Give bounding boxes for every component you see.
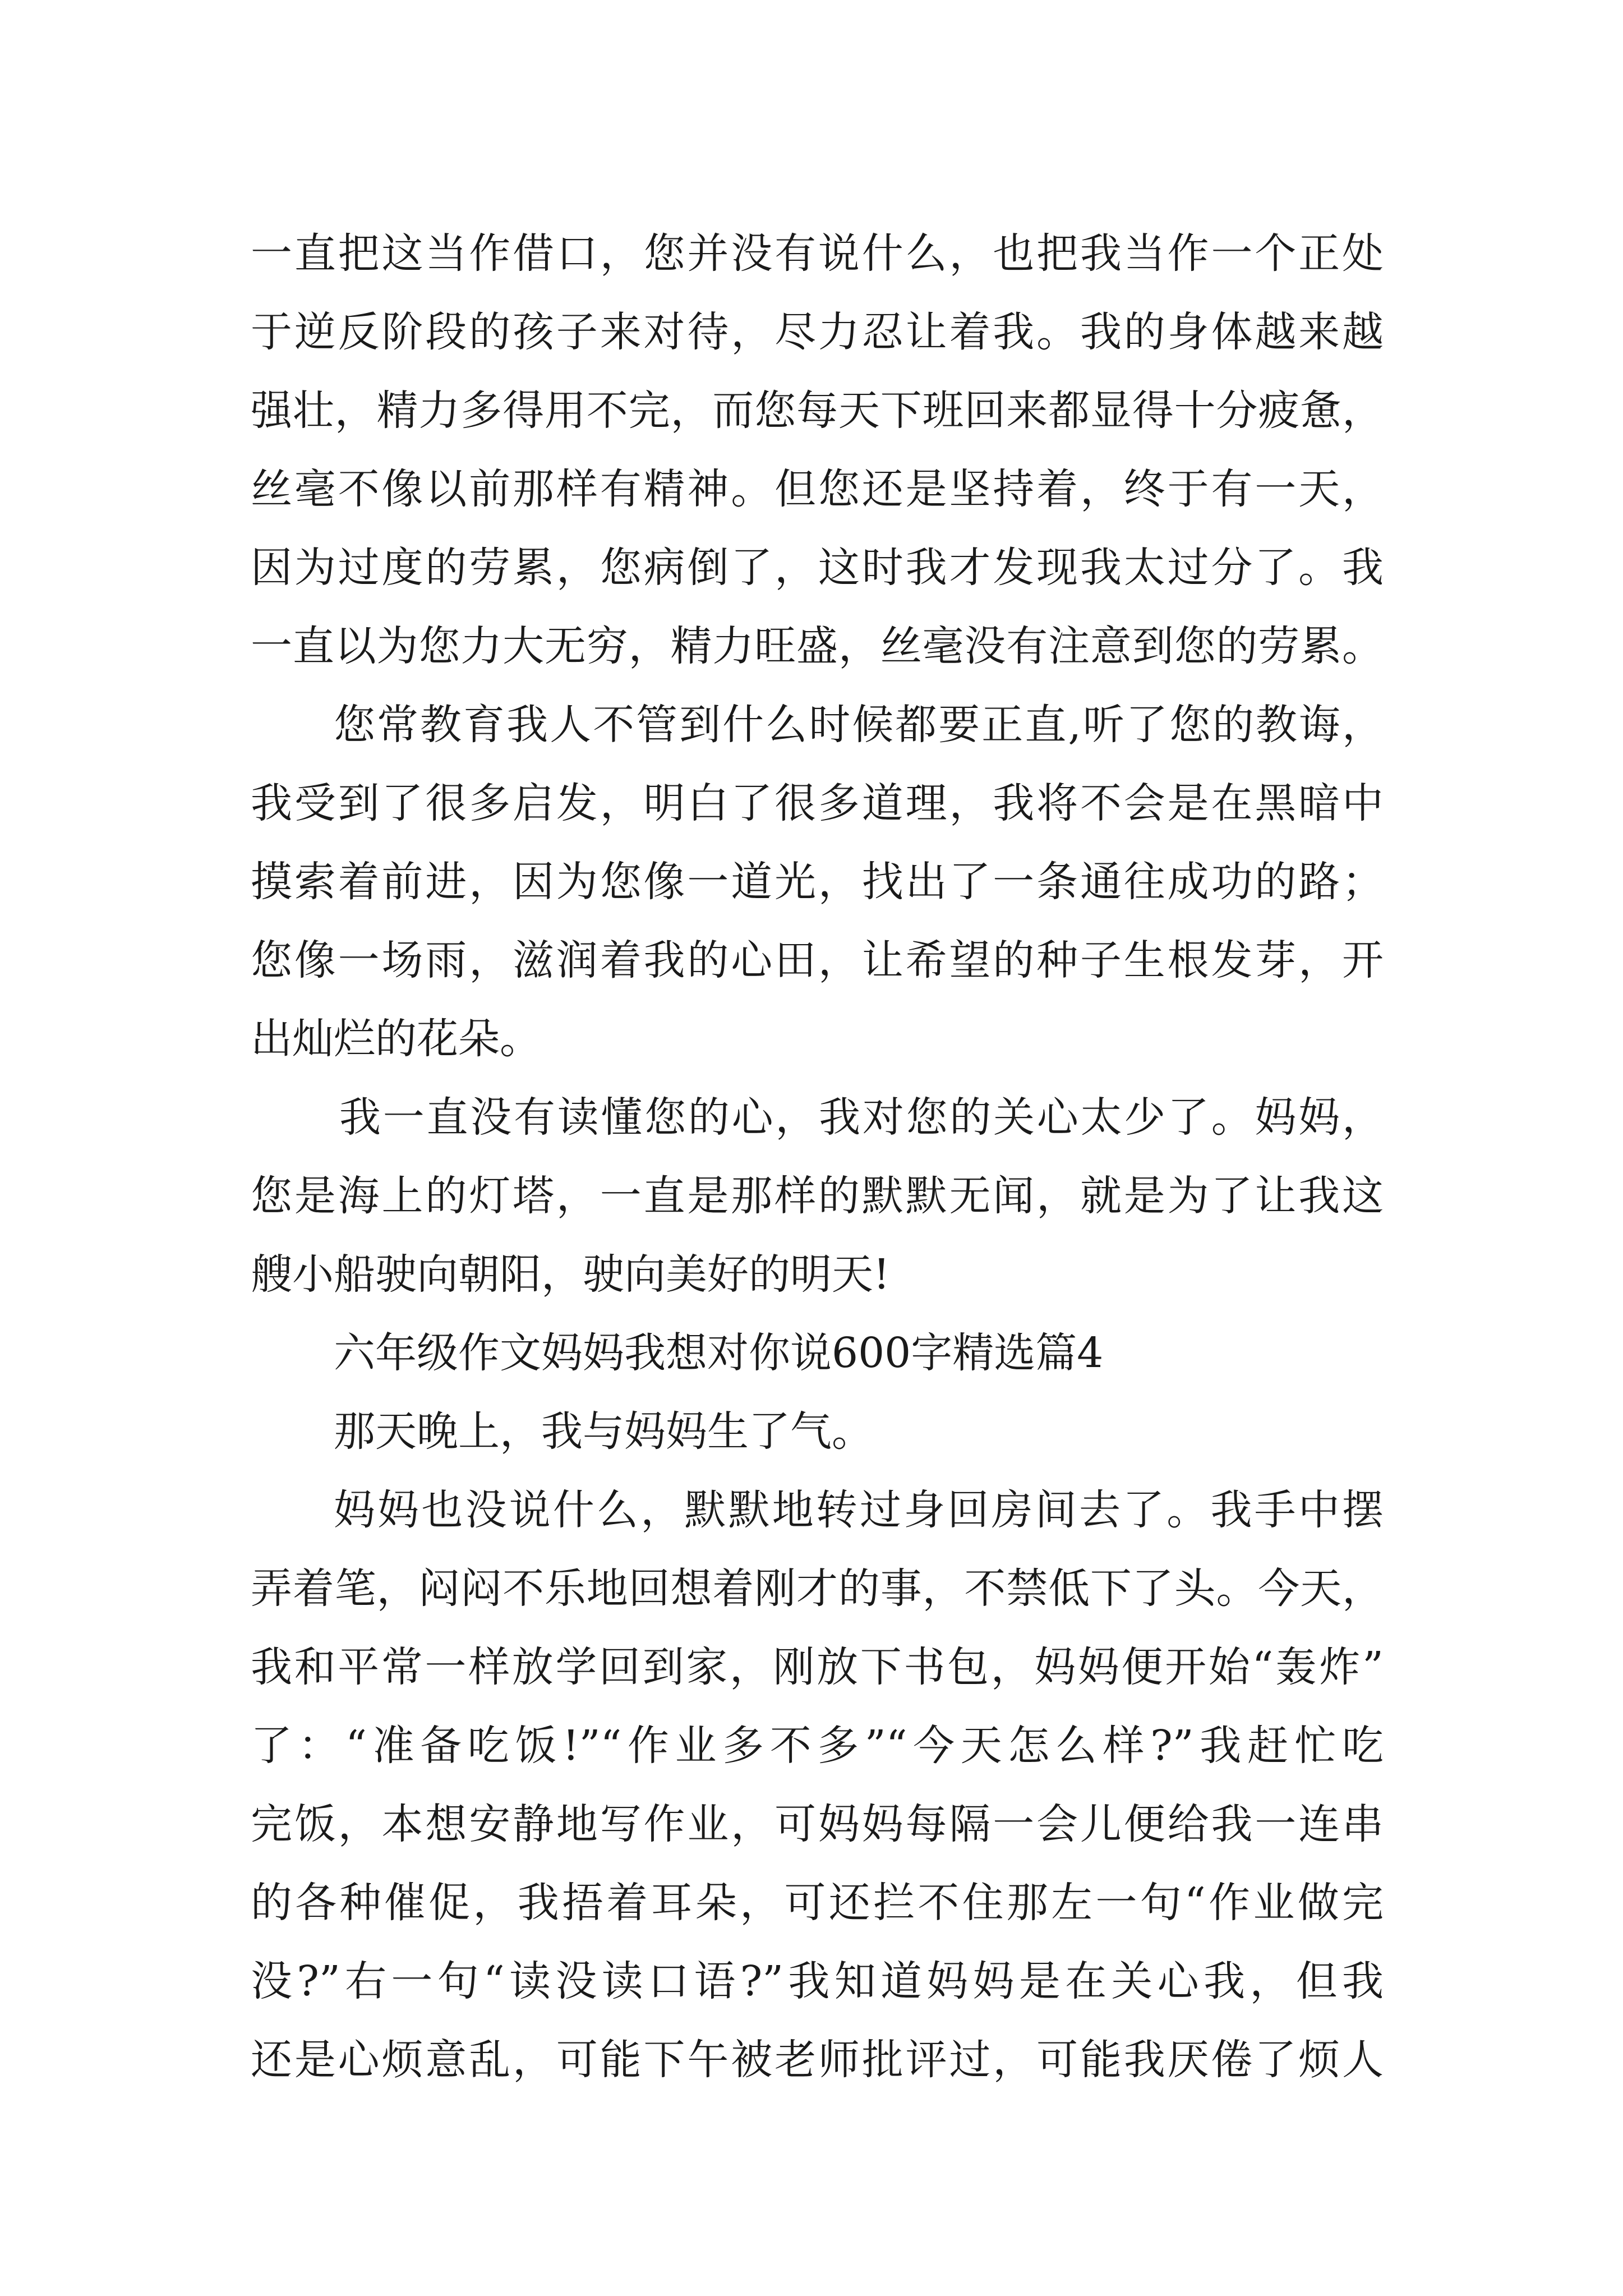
text-line: 出灿烂的花朵。 [251,1015,541,1063]
text-line: 您是海上的灯塔，一直是那样的默默无闻，就是为了让我这 [251,1172,1384,1220]
text-line: 一直把这当作借口，您并没有说什么，也把我当作一个正处 [251,229,1384,278]
text-line: 还是心烦意乱，可能下午被老师批评过，可能我厌倦了烦人 [251,2036,1384,2084]
paragraph-first-line: 您常教育我人不管到什么时候都要正直,听了您的教诲， [334,701,1384,749]
text-line: 弄着笔，闷闷不乐地回想着刚才的事，不禁低下了头。今天， [251,1565,1384,1613]
text-line: 我和平常一样放学回到家，刚放下书包，妈妈便开始“轰炸” [251,1643,1384,1691]
text-line: 强壮，精力多得用不完，而您每天下班回来都显得十分疲惫， [251,386,1384,435]
paragraph-first-line: 我一直没有读懂您的心，我对您的关心太少了。妈妈， [339,1093,1384,1142]
text-line: 没?”右一句“读没读口语?”我知道妈妈是在关心我，但我 [251,1957,1384,2005]
paragraph-first-line: 那天晚上，我与妈妈生了气。 [334,1407,873,1456]
text-line: 摸索着前进，因为您像一道光，找出了一条通往成功的路； [251,858,1384,906]
section-heading: 六年级作文妈妈我想对你说600字精选篇4 [334,1329,1104,1377]
paragraph-first-line: 妈妈也没说什么，默默地转过身回房间去了。我手中摆 [334,1486,1384,1534]
text-line: 于逆反阶段的孩子来对待，尽力忍让着我。我的身体越来越 [251,308,1384,356]
text-line: 艘小船驶向朝阳，驶向美好的明天! [251,1250,890,1299]
text-line: 我受到了很多启发，明白了很多道理，我将不会是在黑暗中 [251,779,1384,827]
text-line: 的各种催促，我捂着耳朵，可还拦不住那左一句“作业做完 [251,1879,1384,1927]
text-line: 一直以为您力大无穷，精力旺盛，丝毫没有注意到您的劳累。 [251,622,1384,670]
text-line: 您像一场雨，滋润着我的心田，让希望的种子生根发芽，开 [251,936,1384,984]
body-text [251,214,1384,2099]
text-line: 因为过度的劳累，您病倒了，这时我才发现我太过分了。我 [251,544,1384,592]
text-line: 完饭，本想安静地写作业，可妈妈每隔一会儿便给我一连串 [251,1800,1384,1848]
text-line: 了：“准备吃饭!”“作业多不多”“今天怎么样?”我赶忙吃 [251,1722,1384,1770]
text-line: 丝毫不像以前那样有精神。但您还是坚持着，终于有一天， [251,465,1384,513]
